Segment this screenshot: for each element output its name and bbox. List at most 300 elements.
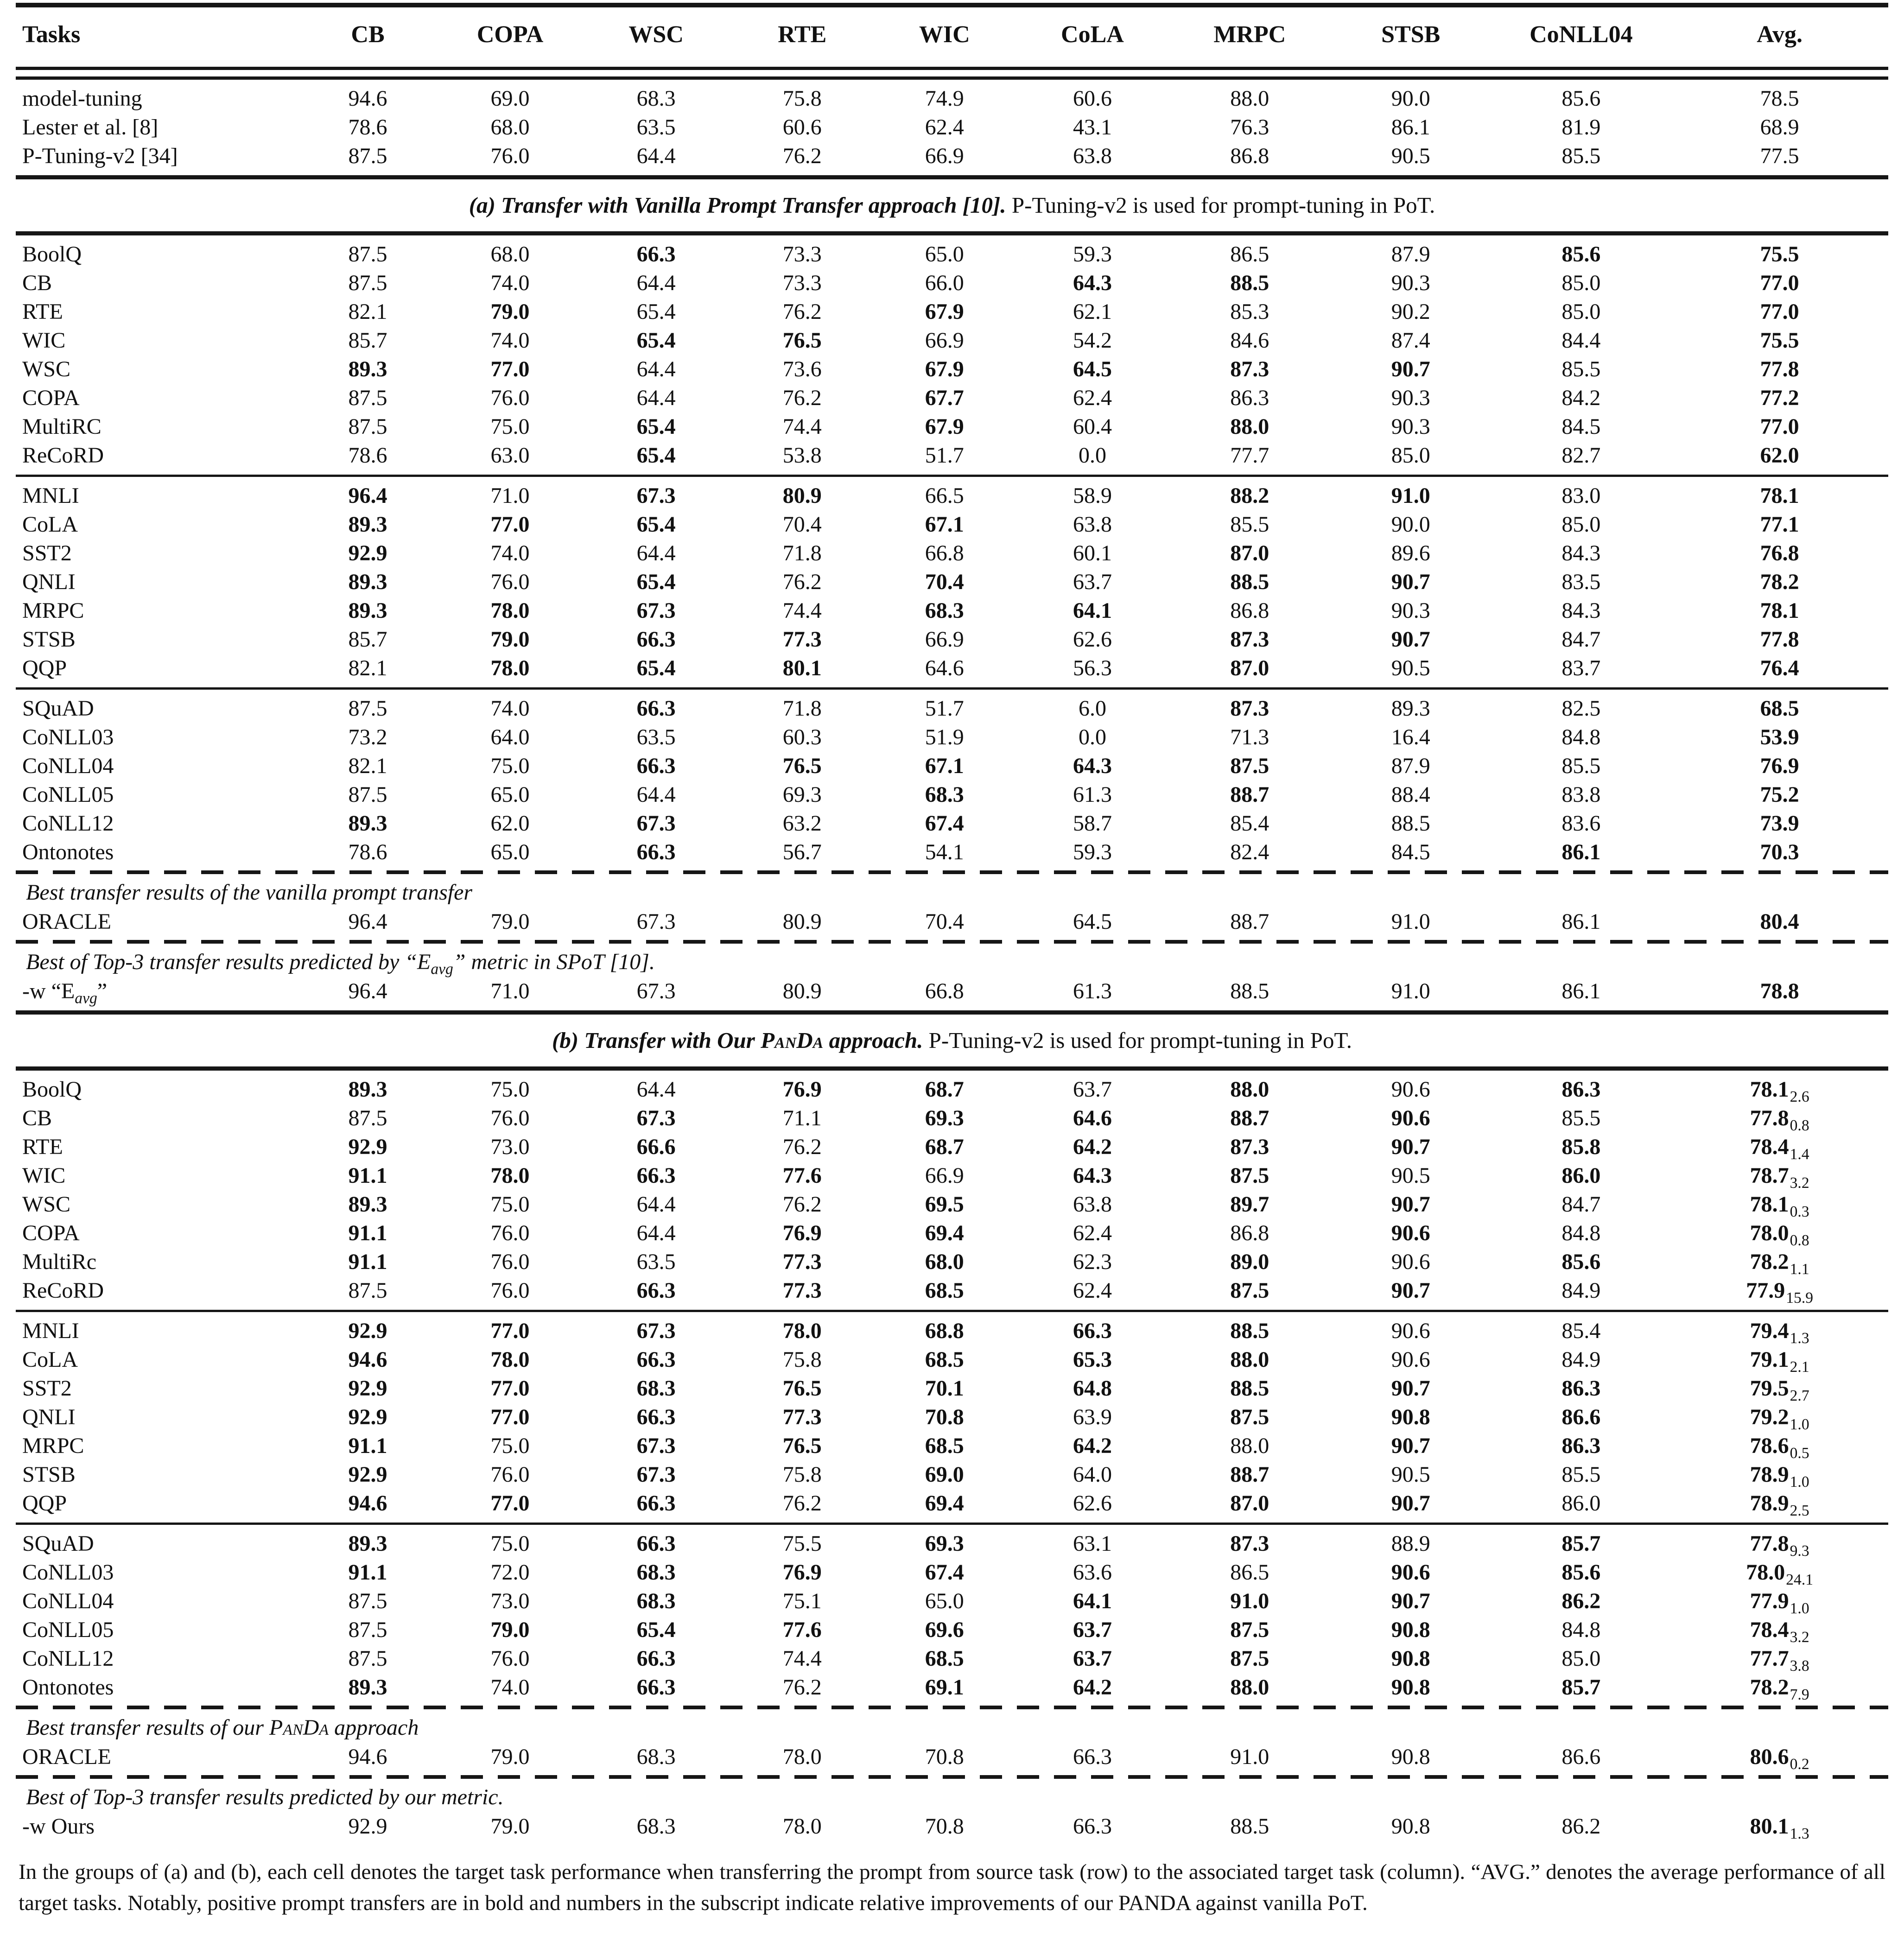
cell [1671, 1673, 1888, 1702]
row-label: CoLA [22, 512, 78, 537]
cell-value: 84.7 [1561, 627, 1601, 652]
cell-value: 85.7 [1561, 1675, 1601, 1700]
cell-value: 82.5 [1561, 696, 1601, 721]
cell [297, 809, 439, 838]
cell-value: 67.3 [636, 598, 676, 623]
cell [1015, 1616, 1169, 1644]
cell-value: 68.0 [490, 242, 530, 266]
cell-value: 79.0 [490, 1814, 530, 1839]
cell-value: 76.2 [782, 1675, 822, 1700]
cell-value: 77.6 [782, 1163, 822, 1188]
cell [1330, 113, 1491, 142]
cell-value: 64.1 [1073, 598, 1112, 623]
cell [439, 838, 581, 867]
note-text [16, 1783, 1888, 1812]
cell-value: 90.7 [1391, 1135, 1430, 1159]
cell [1491, 1190, 1671, 1219]
cell [731, 1276, 873, 1305]
cell [1671, 1317, 1888, 1345]
cell-value: 91.1 [348, 1560, 387, 1585]
table-row [16, 1587, 1888, 1616]
cell [581, 412, 731, 441]
improvement-subscript: 9.3 [1790, 1542, 1809, 1560]
cell [439, 654, 581, 683]
cell-value: 76.2 [782, 570, 822, 594]
cell [581, 355, 731, 384]
cell [439, 1812, 581, 1841]
cell [1671, 1460, 1888, 1489]
cell-value: 64.6 [925, 656, 964, 680]
text-segment: PanDa [761, 1028, 824, 1053]
table-row [16, 482, 1888, 510]
cell [731, 482, 873, 510]
cell-value: 87.0 [1230, 656, 1269, 680]
cell [1169, 113, 1330, 142]
cell-value: 86.0 [1561, 1491, 1601, 1516]
cell-value: 88.5 [1391, 811, 1430, 836]
cell [1671, 482, 1888, 510]
cell [439, 1673, 581, 1702]
cell [1015, 441, 1169, 470]
cell-value: 86.0 [1561, 1163, 1601, 1188]
cell-value: 67.4 [925, 811, 964, 836]
cell [439, 1616, 581, 1644]
cell [1330, 1460, 1491, 1489]
cell [731, 1317, 873, 1345]
cell [297, 1529, 439, 1558]
cell [873, 1743, 1015, 1771]
cell [1491, 1812, 1671, 1841]
cell-value: 85.7 [348, 328, 387, 353]
cell [873, 1644, 1015, 1673]
thick-rule [16, 1062, 1888, 1075]
row-label: CB [22, 271, 52, 295]
cell-value: 91.0 [1391, 909, 1430, 934]
cell-value: 88.0 [1230, 86, 1269, 111]
cell [731, 1587, 873, 1616]
cell [1671, 384, 1888, 412]
cell [1015, 1529, 1169, 1558]
cell [1671, 355, 1888, 384]
cell-value: 84.8 [1561, 725, 1601, 749]
cell-value: 85.0 [1561, 299, 1601, 324]
cell [1491, 694, 1671, 723]
cell-value: 88.5 [1230, 1319, 1269, 1343]
cell-value: 87.5 [348, 1646, 387, 1671]
cell [439, 240, 581, 269]
cell [1015, 1489, 1169, 1518]
cell [439, 596, 581, 625]
cell-value: 64.5 [1073, 909, 1112, 934]
cell [1330, 1489, 1491, 1518]
cell-value: 87.5 [348, 242, 387, 266]
improvement-subscript: 1.0 [1790, 1473, 1809, 1491]
table-row [16, 1190, 1888, 1219]
cell-value: 75.5 [1760, 328, 1799, 353]
cell [873, 113, 1015, 142]
cell [1491, 1345, 1671, 1374]
cell [439, 1460, 581, 1489]
cell [1015, 977, 1169, 1006]
cell-value: 66.6 [636, 1135, 676, 1159]
cell [1671, 1489, 1888, 1518]
cell-value: 86.6 [1561, 1745, 1601, 1769]
cell [439, 1219, 581, 1248]
cell [297, 240, 439, 269]
cell-value: 85.5 [1561, 1462, 1601, 1487]
cell-value: 87.5 [348, 1618, 387, 1642]
table-row [16, 1460, 1888, 1489]
row-label: -w Ours [22, 1814, 95, 1839]
row-label: Lester et al. [8] [22, 115, 159, 140]
cell [1169, 1558, 1330, 1587]
row-label: ReCoRD [22, 1278, 104, 1303]
cell-value: 74.0 [490, 1675, 530, 1700]
cell-value: 89.3 [348, 1531, 387, 1556]
cell [1169, 596, 1330, 625]
cell-value: 66.8 [925, 979, 964, 1003]
cell-value: 66.3 [636, 1646, 676, 1671]
row-label: CoNLL05 [22, 782, 114, 807]
cell [1330, 1161, 1491, 1190]
cell [1015, 1403, 1169, 1432]
cell-value: 88.7 [1230, 909, 1269, 934]
cell [1330, 1219, 1491, 1248]
cell-value: 66.3 [636, 1163, 676, 1188]
cell [1671, 298, 1888, 326]
cell [1015, 1374, 1169, 1403]
cell-value: 66.3 [636, 1347, 676, 1372]
row-label: STSB [22, 1462, 76, 1487]
improvement-subscript: 3.8 [1790, 1657, 1809, 1675]
cell [1015, 625, 1169, 654]
cell-value: 66.3 [636, 242, 676, 266]
cell-value: 85.5 [1561, 754, 1601, 778]
cell-value: 65.4 [636, 512, 676, 537]
cell-value: 90.7 [1391, 570, 1430, 594]
cell-value: 84.5 [1391, 840, 1430, 864]
cell [1015, 269, 1169, 298]
cell-value: 78.6 [348, 443, 387, 468]
cell [1330, 1317, 1491, 1345]
cell [1491, 269, 1671, 298]
cell-value: 64.6 [1073, 1106, 1112, 1130]
cell [1015, 1743, 1169, 1771]
cell [1671, 1219, 1888, 1248]
row-label: ORACLE [22, 1745, 111, 1769]
row-label: SST2 [22, 1376, 72, 1401]
cell [1671, 568, 1888, 596]
row-label: MNLI [22, 483, 79, 508]
cell-value: 86.3 [1561, 1434, 1601, 1458]
cell [731, 752, 873, 780]
cell [1330, 539, 1491, 568]
cell-value: 84.3 [1561, 541, 1601, 565]
cell [1491, 1075, 1671, 1104]
cell-value: 79.2 [1750, 1405, 1789, 1429]
table-row [16, 1432, 1888, 1460]
note-text [16, 1713, 1888, 1743]
cell-value: 92.9 [348, 1405, 387, 1429]
cell-value: 66.3 [636, 754, 676, 778]
cell [1015, 838, 1169, 867]
cell-value: 70.8 [925, 1814, 964, 1839]
row-label: Ontonotes [22, 1675, 114, 1700]
cell [1169, 838, 1330, 867]
cell [873, 625, 1015, 654]
cell-value: 63.7 [1073, 1618, 1112, 1642]
cell-value: 90.5 [1391, 656, 1430, 680]
cell [873, 723, 1015, 752]
cell-value: 62.4 [1073, 386, 1112, 410]
row-label: WIC [22, 1163, 66, 1188]
cell-value: 94.6 [348, 86, 387, 111]
cell-value: 77.0 [1760, 414, 1799, 439]
cell [1671, 1812, 1888, 1841]
cell-value: 63.7 [1073, 570, 1112, 594]
cell-value: 78.1 [1760, 598, 1799, 623]
cell [731, 510, 873, 539]
cell [1169, 1374, 1330, 1403]
row-label: CoNLL12 [22, 1646, 114, 1671]
cell-value: 90.7 [1391, 1434, 1430, 1458]
table-caption-note: In the groups of (a) and (b), each cell denotes the target task performance when transferring the prompt from source task (row) to the associated target task (column). “AVG.” denotes the average performance of all target tasks. Notably, positive prompt transfers are in bold and numbers in the subscript indicate relative improvements of our PANDA against vanilla PoT. [19, 1860, 1885, 1915]
table-row [16, 355, 1888, 384]
cell [731, 1248, 873, 1276]
cell [1671, 1161, 1888, 1190]
cell [297, 1812, 439, 1841]
cell-value: 78.0 [1746, 1560, 1785, 1585]
row-label: CoNLL04 [22, 1589, 114, 1613]
row-label: ORACLE [22, 909, 111, 934]
improvement-subscript: 2.1 [1790, 1358, 1809, 1376]
cell [297, 1133, 439, 1161]
cell [581, 694, 731, 723]
cell [873, 1317, 1015, 1345]
cell [1491, 113, 1671, 142]
cell [873, 694, 1015, 723]
cell [1015, 1432, 1169, 1460]
cell-value: 85.6 [1561, 1560, 1601, 1585]
cell-value: 78.0 [490, 1347, 530, 1372]
cell [1169, 326, 1330, 355]
cell [297, 1432, 439, 1460]
rule-line [16, 1706, 1888, 1709]
cell-value: 76.5 [782, 328, 822, 353]
cell [297, 1673, 439, 1702]
column-header-copa: COPA [476, 21, 544, 48]
cell-value: 79.0 [490, 909, 530, 934]
cell [1671, 1345, 1888, 1374]
row-label: COPA [22, 386, 80, 410]
cell [1671, 694, 1888, 723]
cell-value: 83.6 [1561, 811, 1601, 836]
cell-value: 67.4 [925, 1560, 964, 1585]
cell [1169, 441, 1330, 470]
cell [1169, 384, 1330, 412]
cell [1491, 326, 1671, 355]
cell [1671, 780, 1888, 809]
cell-value: 88.0 [1230, 1077, 1269, 1102]
cell [1671, 907, 1888, 936]
cell [297, 1743, 439, 1771]
cell-value: 66.9 [925, 627, 964, 652]
cell [731, 1812, 873, 1841]
table-row [16, 1276, 1888, 1305]
cell-value: 63.1 [1073, 1531, 1112, 1556]
cell [873, 1489, 1015, 1518]
cell-value: 64.4 [636, 782, 676, 807]
thick-rule [16, 227, 1888, 240]
cell [873, 142, 1015, 171]
cell [1015, 1248, 1169, 1276]
group-note [16, 1783, 1888, 1812]
column-header-mrpc: MRPC [1213, 21, 1286, 48]
cell [731, 1616, 873, 1644]
cell [297, 723, 439, 752]
cell-value: 88.0 [1230, 1434, 1269, 1458]
cell [439, 482, 581, 510]
cell-value: 75.5 [1760, 242, 1799, 266]
cell-value: 89.6 [1391, 541, 1430, 565]
cell-value: 76.9 [782, 1077, 822, 1102]
cell [581, 269, 731, 298]
cell [1491, 752, 1671, 780]
cell-value: 90.8 [1391, 1814, 1430, 1839]
dashed-rule [16, 1771, 1888, 1783]
cell [297, 1161, 439, 1190]
rule-line [16, 1523, 1888, 1525]
table-row [16, 1529, 1888, 1558]
cell [581, 1161, 731, 1190]
cell-value: 88.5 [1230, 1376, 1269, 1401]
cell [1015, 1345, 1169, 1374]
cell [439, 1190, 581, 1219]
cell-value: 77.0 [1760, 271, 1799, 295]
cell [873, 539, 1015, 568]
cell-value: 60.4 [1073, 414, 1112, 439]
cell [731, 412, 873, 441]
cell-value: 60.1 [1073, 541, 1112, 565]
cell-value: 64.3 [1073, 754, 1112, 778]
cell [581, 142, 731, 171]
cell [297, 113, 439, 142]
cell-value: 77.0 [490, 1491, 530, 1516]
cell [439, 1644, 581, 1673]
cell [731, 568, 873, 596]
cell-value: 90.3 [1391, 271, 1430, 295]
cell-value: 58.7 [1073, 811, 1112, 836]
cell-value: 71.0 [490, 483, 530, 508]
cell [581, 441, 731, 470]
table-row [16, 809, 1888, 838]
cell [581, 84, 731, 113]
cell-value: 80.9 [782, 979, 822, 1003]
cell-value: 75.0 [490, 1077, 530, 1102]
cell-value: 70.4 [925, 570, 964, 594]
cell [297, 298, 439, 326]
cell [1169, 977, 1330, 1006]
cell [873, 568, 1015, 596]
cell [873, 977, 1015, 1006]
cell-value: 84.3 [1561, 598, 1601, 623]
note-text [16, 947, 1888, 977]
cell-value: 64.4 [636, 1077, 676, 1102]
cell-value: 87.5 [1230, 1405, 1269, 1429]
cell [581, 723, 731, 752]
cell-value: 89.7 [1230, 1192, 1269, 1217]
cell-value: 78.7 [1750, 1163, 1789, 1188]
cell [439, 1587, 581, 1616]
row-label: BoolQ [22, 1077, 82, 1102]
cell [873, 654, 1015, 683]
cell-value: 78.2 [1750, 1675, 1789, 1700]
cell-value: 76.5 [782, 754, 822, 778]
cell-value: 60.6 [1073, 86, 1112, 111]
cell-value: 56.3 [1073, 656, 1112, 680]
cell-value: 76.2 [782, 386, 822, 410]
cell-value: 76.0 [490, 1250, 530, 1274]
cell [439, 1161, 581, 1190]
cell-value: 65.0 [490, 840, 530, 864]
cell-value: 78.1 [1750, 1192, 1789, 1217]
cell [1671, 1644, 1888, 1673]
cell-value: 88.0 [1230, 414, 1269, 439]
cell-value: 75.0 [490, 1434, 530, 1458]
cell [731, 355, 873, 384]
cell-value: 87.3 [1230, 696, 1269, 721]
cell [1330, 326, 1491, 355]
cell [1015, 240, 1169, 269]
table-row [16, 142, 1888, 171]
improvement-subscript: 3.2 [1790, 1628, 1809, 1646]
cell-value: 84.6 [1230, 328, 1269, 353]
table-body [16, 84, 1888, 1841]
cell-value: 64.0 [490, 725, 530, 749]
cell-value: 86.6 [1561, 1405, 1601, 1429]
cell [439, 1489, 581, 1518]
cell [581, 1248, 731, 1276]
cell [873, 412, 1015, 441]
cell-value: 90.7 [1391, 627, 1430, 652]
cell [581, 752, 731, 780]
cell [1491, 907, 1671, 936]
cell [1330, 654, 1491, 683]
cell-value: 90.6 [1391, 1106, 1430, 1130]
cell-value: 68.7 [925, 1077, 964, 1102]
cell [581, 596, 731, 625]
cell-value: 71.1 [782, 1106, 822, 1130]
cell-value: 75.8 [782, 1462, 822, 1487]
cell-value: 81.9 [1561, 115, 1601, 140]
cell-value: 65.4 [636, 570, 676, 594]
cell [1671, 838, 1888, 867]
cell-value: 69.3 [782, 782, 822, 807]
rule-line [16, 1775, 1888, 1779]
cell-value: 66.3 [636, 1491, 676, 1516]
cell-value: 80.1 [1750, 1814, 1789, 1839]
cell-value: 74.9 [925, 86, 964, 111]
cell-value: 0.0 [1078, 443, 1106, 468]
cell [1330, 1374, 1491, 1403]
cell [581, 482, 731, 510]
row-label [16, 977, 297, 1006]
cell [1169, 568, 1330, 596]
cell [1169, 1460, 1330, 1489]
cell-value: 82.4 [1230, 840, 1269, 864]
cell [1491, 1104, 1671, 1133]
cell-value: 78.2 [1760, 570, 1799, 594]
